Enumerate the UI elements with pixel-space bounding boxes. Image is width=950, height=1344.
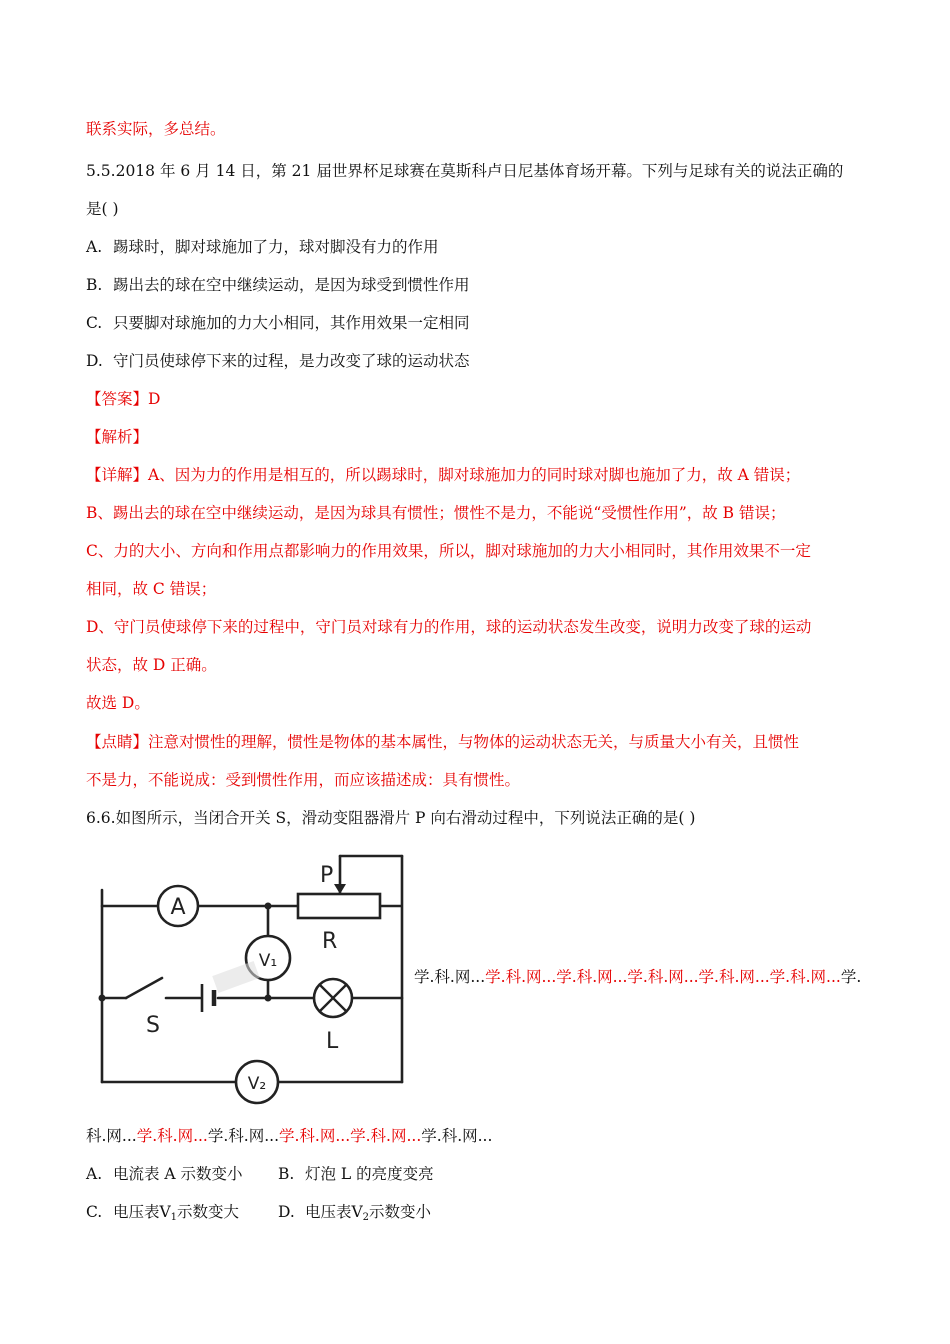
q5-option-b bbox=[86, 274, 469, 296]
option-label: A. bbox=[86, 238, 103, 256]
watermark-line1 bbox=[414, 966, 861, 988]
option-label: D. bbox=[278, 1203, 295, 1221]
option-label: C. bbox=[86, 1203, 103, 1221]
q6-option-d bbox=[278, 1201, 431, 1229]
watermark-text: 学.科.网... bbox=[414, 968, 486, 986]
option-text: 示数变小 bbox=[369, 1203, 432, 1221]
option-text: 灯泡 L 的亮度变亮 bbox=[304, 1165, 434, 1183]
slider-label: P bbox=[320, 863, 334, 888]
q5-option-d bbox=[86, 350, 469, 372]
voltmeter1-label: V₁ bbox=[258, 951, 278, 971]
switch-label: S bbox=[146, 1013, 160, 1038]
watermark-text: 科.网... bbox=[86, 1127, 137, 1145]
watermark-text: 学.科.网... bbox=[136, 1127, 208, 1145]
q5-tip-line2: 不是力，不能说成：受到惯性作用，而应该描述成：具有惯性。 bbox=[86, 771, 521, 789]
watermark-stamp bbox=[212, 961, 260, 993]
q6-option-c bbox=[86, 1201, 239, 1229]
watermark-text: 学.科.网...学.科.网...学.科.网...学.科.网...学.科.网... bbox=[485, 968, 841, 986]
q5-detail-6: 状态，故 D 正确。 bbox=[86, 656, 217, 674]
q5-stem-line1: 5.5.2018 年 6 月 14 日，第 21 届世界杯足球赛在莫斯科卢日尼基体育场开幕。下列与足球有关的说法正确的 bbox=[86, 162, 844, 180]
subscript: 2 bbox=[362, 1212, 370, 1223]
watermark-text: 学. bbox=[840, 968, 862, 986]
q5-detail-4: 相同，故 C 错误； bbox=[86, 580, 217, 598]
q5-detail-1: 【详解】A、因为力的作用是相互的，所以踢球时，脚对球施加力的同时球对脚也施加了力，故 A 错误； bbox=[86, 466, 801, 484]
watermark-line2 bbox=[86, 1125, 492, 1147]
ammeter-label: A bbox=[170, 895, 186, 920]
q5-detail-7: 故选 D。 bbox=[86, 694, 150, 712]
q6-stem: 6.6.如图所示，当闭合开关 S，滑动变阻器滑片 P 向右滑动过程中，下列说法正确的是( ) bbox=[86, 809, 696, 827]
q5-stem-line2: 是( ) bbox=[86, 200, 119, 218]
option-label: B. bbox=[86, 276, 103, 294]
resistor-icon bbox=[298, 894, 380, 918]
option-label: A. bbox=[86, 1165, 103, 1183]
option-text: 电压表V bbox=[112, 1203, 171, 1221]
top-note: 联系实际，多总结。 bbox=[86, 120, 226, 138]
q5-tip-line1: 【点睛】注意对惯性的理解，惯性是物体的基本属性，与物体的运动状态无关，与质量大小有关，且惯性 bbox=[86, 733, 800, 751]
q5-detail-5: D、守门员使球停下来的过程中，守门员对球有力的作用，球的运动状态发生改变，说明力改变了球的运动 bbox=[86, 618, 812, 636]
q5-detail-2: B、踢出去的球在空中继续运动，是因为球具有惯性；惯性不是力，不能说“受惯性作用”，故 B 错误； bbox=[86, 504, 786, 522]
option-text: 电压表V bbox=[304, 1203, 363, 1221]
voltmeter2-label: V₂ bbox=[247, 1074, 267, 1094]
q6-option-b bbox=[278, 1163, 434, 1185]
q6-option-a bbox=[86, 1163, 243, 1185]
option-text: 电流表 A 示数变小 bbox=[112, 1165, 243, 1183]
resistor-label: R bbox=[322, 929, 338, 954]
option-text: 踢球时，脚对球施加了力，球对脚没有力的作用 bbox=[112, 238, 439, 256]
option-text: 踢出去的球在空中继续运动，是因为球受到惯性作用 bbox=[112, 276, 470, 294]
q5-option-c bbox=[86, 312, 469, 334]
lamp-label: L bbox=[326, 1029, 339, 1054]
option-label: B. bbox=[278, 1165, 295, 1183]
q5-option-a bbox=[86, 236, 438, 258]
circuit-diagram bbox=[86, 850, 411, 1108]
watermark-text: 学.科.网... bbox=[421, 1127, 493, 1145]
option-text: 只要脚对球施加的力大小相同，其作用效果一定相同 bbox=[112, 314, 470, 332]
option-label: C. bbox=[86, 314, 103, 332]
subscript: 1 bbox=[170, 1212, 178, 1223]
q5-analysis-label: 【解析】 bbox=[86, 428, 149, 446]
slider-arrow-icon bbox=[334, 884, 346, 894]
option-text: 示数变大 bbox=[177, 1203, 240, 1221]
option-text: 守门员使球停下来的过程，是力改变了球的运动状态 bbox=[112, 352, 470, 370]
option-label: D. bbox=[86, 352, 103, 370]
q5-detail-3: C、力的大小、方向和作用点都影响力的作用效果，所以，脚对球施加的力大小相同时，其作用效果不一定 bbox=[86, 542, 811, 560]
watermark-text: 学.科.网... bbox=[207, 1127, 279, 1145]
watermark-text: 学.科.网...学.科.网... bbox=[279, 1127, 422, 1145]
q5-answer: 【答案】D bbox=[86, 390, 161, 408]
